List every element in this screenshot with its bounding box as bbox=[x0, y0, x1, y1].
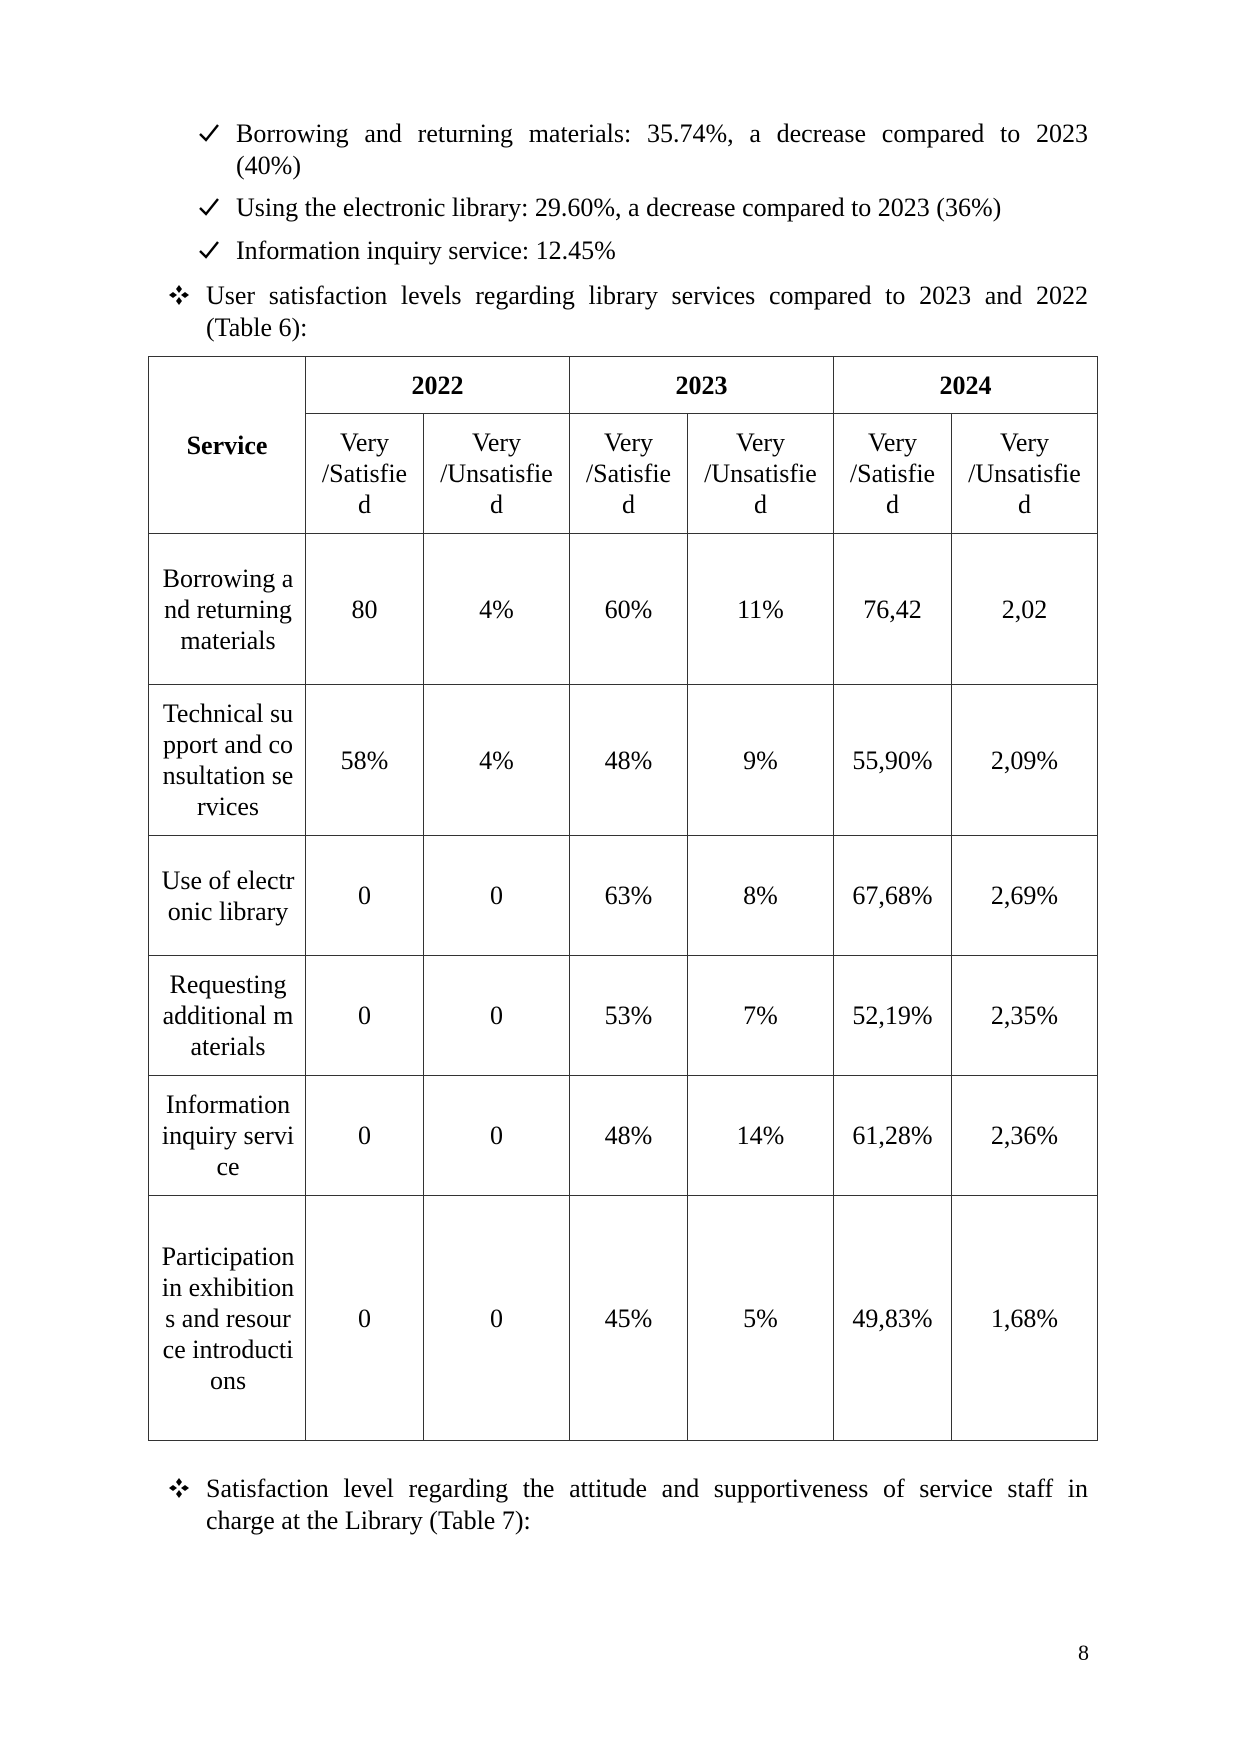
table-cell: 8% bbox=[688, 836, 834, 956]
service-name: Information inquiry service bbox=[149, 1076, 306, 1196]
table-cell: 55,90% bbox=[834, 685, 952, 836]
table-cell: 76,42 bbox=[834, 534, 952, 685]
subheader-unsatisfied: Very /Unsatisfie d bbox=[424, 414, 570, 534]
table7-heading-line1: Satisfaction level regarding the attitude and supportiveness of service staff in bbox=[206, 1474, 1088, 1503]
table-cell: 1,68% bbox=[952, 1196, 1098, 1441]
table7-heading-line2: charge at the Library (Table 7): bbox=[206, 1506, 531, 1535]
service-name: Use of electronic library bbox=[149, 836, 306, 956]
diamond-bullet-icon bbox=[168, 284, 198, 306]
table-cell: 0 bbox=[306, 1076, 424, 1196]
service-name: Requesting additional materials bbox=[149, 956, 306, 1076]
subheader-unsatisfied: Very /Unsatisfie d bbox=[952, 414, 1098, 534]
checkmark-icon bbox=[198, 122, 228, 144]
table-cell: 60% bbox=[570, 534, 688, 685]
table-cell: 9% bbox=[688, 685, 834, 836]
service-name: Participation in exhibitions and resource introductions bbox=[149, 1196, 306, 1441]
table-cell: 2,69% bbox=[952, 836, 1098, 956]
intro-item-1-line2: (40%) bbox=[236, 151, 301, 180]
checkmark-icon bbox=[198, 196, 228, 218]
table-cell: 67,68% bbox=[834, 836, 952, 956]
table-cell: 58% bbox=[306, 685, 424, 836]
subheader-satisfied: Very /Satisfie d bbox=[306, 414, 424, 534]
table-cell: 5% bbox=[688, 1196, 834, 1441]
table-cell: 45% bbox=[570, 1196, 688, 1441]
subheader-satisfied: Very /Satisfie d bbox=[834, 414, 952, 534]
intro-item-2: Using the electronic library: 29.60%, a decrease compared to 2023 (36%) bbox=[236, 193, 1002, 222]
table-cell: 0 bbox=[306, 1196, 424, 1441]
service-name: Technical support and consultation services bbox=[149, 685, 306, 836]
service-name: Borrowing and returning materials bbox=[149, 534, 306, 685]
table-cell: 0 bbox=[424, 836, 570, 956]
table-cell: 7% bbox=[688, 956, 834, 1076]
intro-item-3: Information inquiry service: 12.45% bbox=[236, 236, 616, 265]
table6-heading-line1: User satisfaction levels regarding library services compared to 2023 and 2022 bbox=[206, 281, 1088, 310]
table-row bbox=[149, 534, 1098, 685]
table6-heading-line2: (Table 6): bbox=[206, 313, 308, 342]
subheader-satisfied: Very /Satisfie d bbox=[570, 414, 688, 534]
table-cell: 0 bbox=[306, 956, 424, 1076]
table-cell: 2,09% bbox=[952, 685, 1098, 836]
table-cell: 48% bbox=[570, 685, 688, 836]
diamond-bullet-icon bbox=[168, 1477, 198, 1499]
table-cell: 14% bbox=[688, 1076, 834, 1196]
page-number: 8 bbox=[1078, 1640, 1089, 1665]
table-cell: 0 bbox=[306, 836, 424, 956]
table-cell: 2,35% bbox=[952, 956, 1098, 1076]
table-row bbox=[149, 956, 1098, 1076]
checkmark-icon bbox=[198, 239, 228, 261]
table-cell: 4% bbox=[424, 534, 570, 685]
table-row bbox=[149, 836, 1098, 956]
subheader-unsatisfied: Very /Unsatisfie d bbox=[688, 414, 834, 534]
year-header-2023: 2023 bbox=[570, 357, 834, 414]
table-cell: 0 bbox=[424, 1076, 570, 1196]
table-row bbox=[149, 1196, 1098, 1441]
table-cell: 4% bbox=[424, 685, 570, 836]
table-cell: 80 bbox=[306, 534, 424, 685]
intro-item-1-line1: Borrowing and returning materials: 35.74%, a decrease compared to 2023 bbox=[236, 119, 1088, 148]
year-header-2024: 2024 bbox=[834, 357, 1098, 414]
table-cell: 52,19% bbox=[834, 956, 952, 1076]
table-cell: 53% bbox=[570, 956, 688, 1076]
table-row bbox=[149, 1076, 1098, 1196]
satisfaction-table bbox=[148, 356, 1098, 1441]
table-cell: 0 bbox=[424, 956, 570, 1076]
table-cell: 2,02 bbox=[952, 534, 1098, 685]
table-cell: 0 bbox=[424, 1196, 570, 1441]
table-cell: 61,28% bbox=[834, 1076, 952, 1196]
table-cell: 2,36% bbox=[952, 1076, 1098, 1196]
table-cell: 63% bbox=[570, 836, 688, 956]
table-cell: 48% bbox=[570, 1076, 688, 1196]
table-cell: 11% bbox=[688, 534, 834, 685]
table-cell: 49,83% bbox=[834, 1196, 952, 1441]
service-column-header: Service bbox=[149, 357, 306, 534]
year-header-2022: 2022 bbox=[306, 357, 570, 414]
table-row bbox=[149, 685, 1098, 836]
